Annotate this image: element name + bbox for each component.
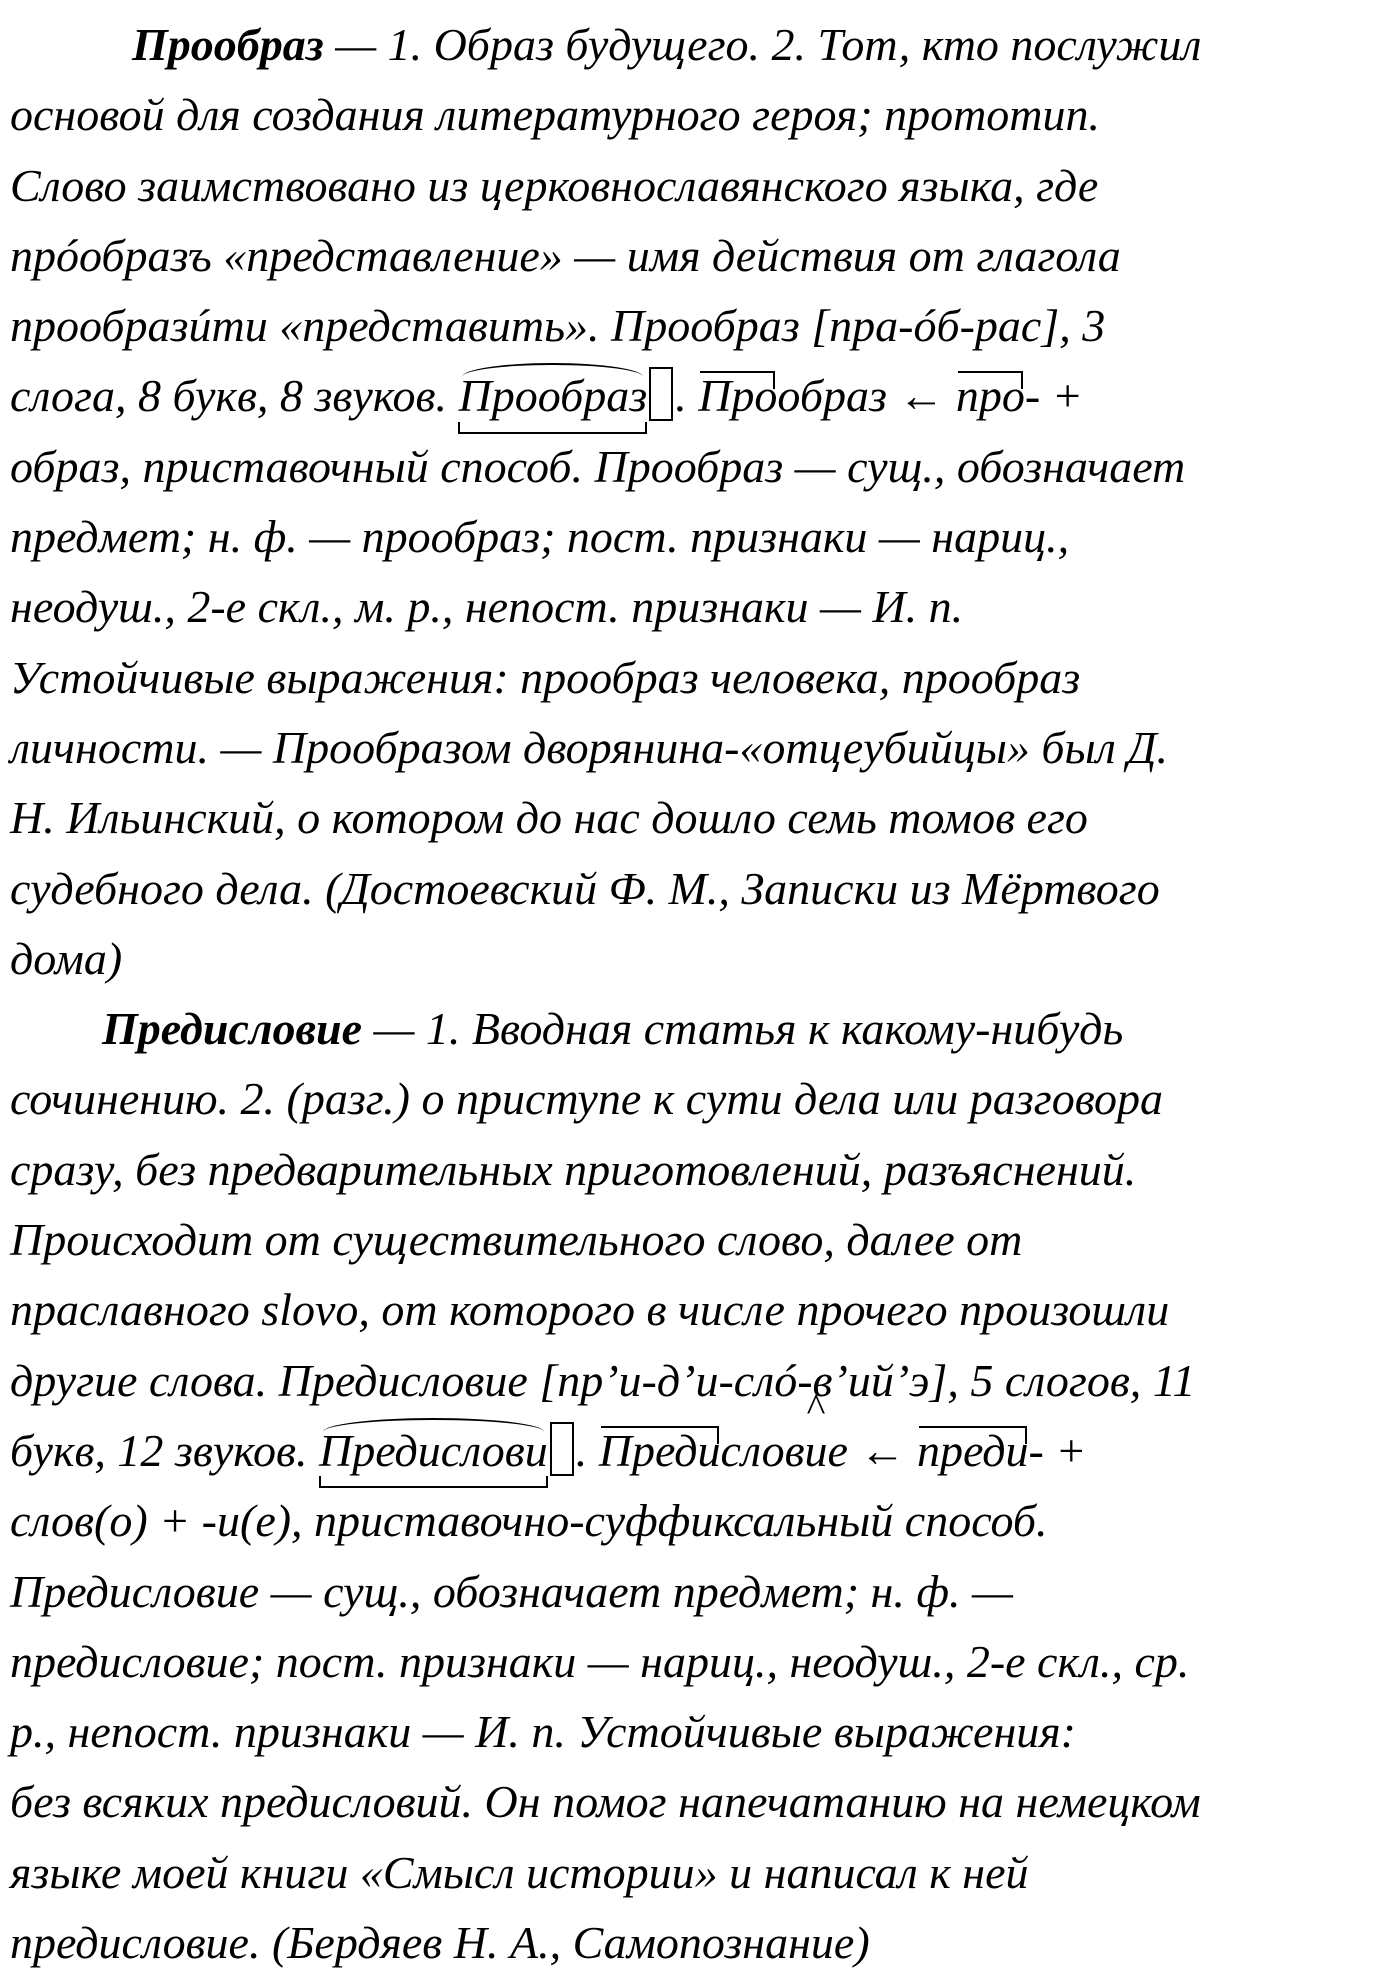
- entry-text-line: — 1. Образ будущего. 2. Тот, кто послужил: [323, 19, 1202, 70]
- derivation-tail: - +: [1024, 370, 1083, 422]
- entry-text-line: слов(о) + -и(е), приставочно-суффиксальный способ.: [10, 1495, 1048, 1547]
- stem-marked-word: [458, 361, 647, 433]
- root-part: образ: [777, 370, 887, 422]
- entry-text-line: прообразúти «представить». Прообраз [пра-óб-рас], 3: [10, 300, 1106, 352]
- stem-marked-word: [319, 1416, 548, 1488]
- entry-text-line: прóобразъ «представление» — имя действия от глагола: [10, 229, 1121, 281]
- punctuation: .: [575, 1424, 599, 1476]
- entry-text-line: сочинению. 2. (разг.) о приступе к сути дела или разговора: [10, 1073, 1164, 1125]
- morphemic-analysis-line: [10, 361, 1400, 431]
- entry-text-line: без всяких предисловий. Он помог напечатанию на немецком: [10, 1776, 1201, 1828]
- base-prefix-mark: про: [956, 361, 1025, 431]
- zero-ending-box: [649, 367, 673, 421]
- entry-text-line: неодуш., 2-е скл., м. р., непост. признаки — И. п.: [10, 581, 964, 633]
- dictionary-entry-proobraz: [10, 10, 1400, 994]
- entry-text-line: основой для создания литературного героя; прототип.: [10, 89, 1101, 141]
- ending-part: е: [827, 1424, 848, 1476]
- base-prefix-mark: преди: [917, 1416, 1029, 1486]
- prefix-mark: Преди: [599, 1416, 721, 1486]
- entry-text-line: образ, приставочный способ. Прообраз — сущ., обозначает: [10, 440, 1186, 492]
- entry-first-line: [10, 10, 1400, 80]
- entry-text-line: предисловие. (Бердяев Н. А., Самопознание): [10, 1917, 870, 1969]
- entry-text-line: сразу, без предварительных приготовлений, разъяснений.: [10, 1143, 1137, 1195]
- root-arc-word: Прообраз: [458, 361, 647, 431]
- entry-text-line: — 1. Вводная статья к какому-нибудь: [362, 1003, 1124, 1055]
- entry-text-line: букв, 12 звуков.: [10, 1424, 308, 1476]
- root-arc-word: Предислови: [319, 1416, 548, 1486]
- entry-text-line: Н. Ильинский, о котором до нас дошло семь томов его: [10, 792, 1088, 844]
- derivation-arrow: ←: [886, 370, 956, 422]
- entry-text-line: предмет; н. ф. — прообраз; пост. признаки — нариц.,: [10, 511, 1070, 563]
- prefix-mark: Про: [698, 361, 777, 431]
- punctuation: .: [675, 370, 699, 422]
- entry-text-line: другие слова. Предисловие [пр’и-д’и-слó-в’ий’э], 5 слогов, 11: [10, 1354, 1196, 1406]
- root-part: слов: [720, 1424, 805, 1476]
- entry-text-line: Слово заимствовано из церковнославянского языка, где: [10, 159, 1099, 211]
- derivation-tail: - +: [1028, 1424, 1087, 1476]
- entry-text-line: судебного дела. (Достоевский Ф. М., Записки из Мёртвого: [10, 862, 1160, 914]
- derivation-arrow: ←: [847, 1424, 917, 1476]
- morphemic-analysis-line: [10, 1416, 1400, 1486]
- suffix-mark: ^ и: [805, 1416, 828, 1486]
- entry-text-line: личности. — Прообразом дворянина-«отцеубийцы» был Д.: [10, 721, 1169, 773]
- entry-first-line: [10, 994, 1400, 1064]
- entry-text-line: предисловие; пост. признаки — нариц., неодуш., 2-е скл., ср.: [10, 1635, 1190, 1687]
- dictionary-entry-predislovie: [10, 994, 1400, 1978]
- entry-text-line: Предисловие — сущ., обозначает предмет; н. ф. —: [10, 1565, 1013, 1617]
- entry-text-line: р., непост. признаки — И. п. Устойчивые выражения:: [10, 1706, 1076, 1758]
- entry-text-line: слога, 8 букв, 8 звуков.: [10, 370, 447, 422]
- entry-text-line: Устойчивые выражения: прообраз человека, прообраз: [10, 651, 1081, 703]
- entry-text-line: Происходит от существительного слово, далее от: [10, 1214, 1023, 1266]
- ending-box: [550, 1422, 574, 1476]
- entry-headword: Прообраз: [132, 19, 324, 70]
- entry-headword: Предисловие: [102, 1003, 363, 1055]
- entry-text-line: дома): [10, 932, 123, 984]
- entry-text-line: праславного slovo, от которого в числе прочего произошли: [10, 1284, 1170, 1336]
- entry-text-line: языке моей книги «Смысл истории» и написал к ней: [10, 1846, 1029, 1898]
